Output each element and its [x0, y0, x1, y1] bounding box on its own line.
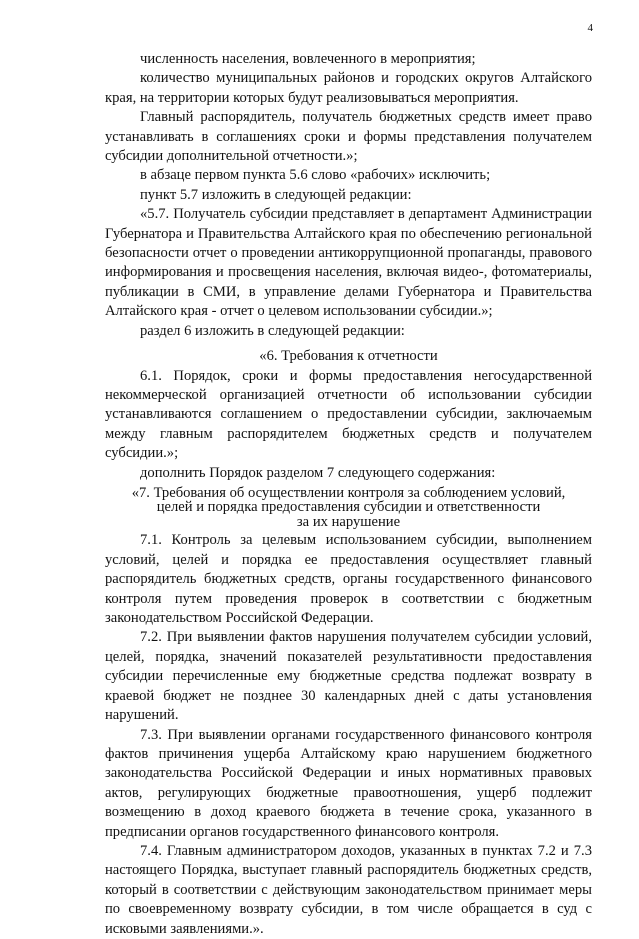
paragraph: 7.3. При выявлении органами государственного финансового контроля фактов причинения ущерба Алтайскому краю нарушением бюджетного законодательства Российской Федерации и иных нормативных правовых актов, регулирующих бюджетные правоотношения, ущерб подлежит возмещению в доход краевого бюджета в течение срока, указанного в предписании органов государственного финансового контроля.: [105, 726, 592, 840]
paragraph: 6.1. Порядок, сроки и формы предоставления негосударственной некоммерческой организацией отчетности об использовании субсидии устанавливаются соглашением о предоставлении субсидии, заключаемым между главным распорядителем бюджетных средств и получателем субсидии.»;: [105, 367, 592, 462]
paragraph: раздел 6 изложить в следующей редакции:: [140, 322, 405, 339]
document-body: [105, 50, 592, 939]
paragraph: численность населения, вовлеченного в мероприятия;: [140, 51, 476, 67]
section-7-heading-line: «7. Требования об осуществлении контроля за соблюдением условий,: [131, 484, 566, 501]
paragraph: «5.7. Получатель субсидии представляет в департамент Администрации Губернатора и Правительства Алтайского края по обеспечению региональной безопасности отчет о проведении антикоррупционной пропаганды, правового информирования и просвещения населения, включая видео-, фотоматериалы, публикации в СМИ, в управление делами Губернатора и Правительства Алтайского края - отчет о целевом использовании субсидии.»;: [105, 206, 592, 320]
section-7-heading-line: за их нарушение: [296, 513, 401, 530]
paragraph: Главный распорядитель, получатель бюджетных средств имеет право устанавливать в соглашениях сроки и формы представления получателем субсидии дополнительной отчетности.»;: [105, 109, 592, 165]
section-6-heading: «6. Требования к отчетности: [259, 348, 438, 365]
paragraph: пункт 5.7 изложить в следующей редакции:: [140, 186, 412, 203]
paragraph: 7.2. При выявлении фактов нарушения получателем субсидии условий, целей, порядка, значений показателей результативности предоставления субсидии перечисленные ему бюджетные средства подлежат возврату в краевой бюджет не позднее 30 календарных дней с даты установления нарушений.: [105, 629, 592, 724]
paragraph: дополнить Порядок разделом 7 следующего содержания:: [140, 464, 496, 481]
paragraph: в абзаце первом пункта 5.6 слово «рабочих» исключить;: [140, 167, 491, 184]
section-7-heading-line: целей и порядка предоставления субсидии и ответственности: [156, 499, 541, 516]
paragraph: 7.1. Контроль за целевым использованием субсидии, выполнением условий, целей и порядка ее предоставления осуществляет главный распорядитель бюджетных средств, органы государственного финансового контроля путем проведения проверок в соответствии с бюджетным законодательством Российской Федерации.: [105, 532, 592, 627]
section-7-heading: [105, 486, 592, 530]
page-number: 4: [587, 22, 593, 34]
paragraph: 7.4. Главным администратором доходов, указанных в пунктах 7.2 и 7.3 настоящего Порядка, выступает главный распорядитель бюджетных средств, который в соответствии с действующим законодательством принимает меры по своевременному возврату субсидии, в том числе обращается в суд с исковыми заявлениями.».: [105, 842, 592, 937]
paragraph: количество муниципальных районов и городских округов Алтайского края, на территории которых будут реализовываться мероприятия.: [105, 70, 592, 106]
